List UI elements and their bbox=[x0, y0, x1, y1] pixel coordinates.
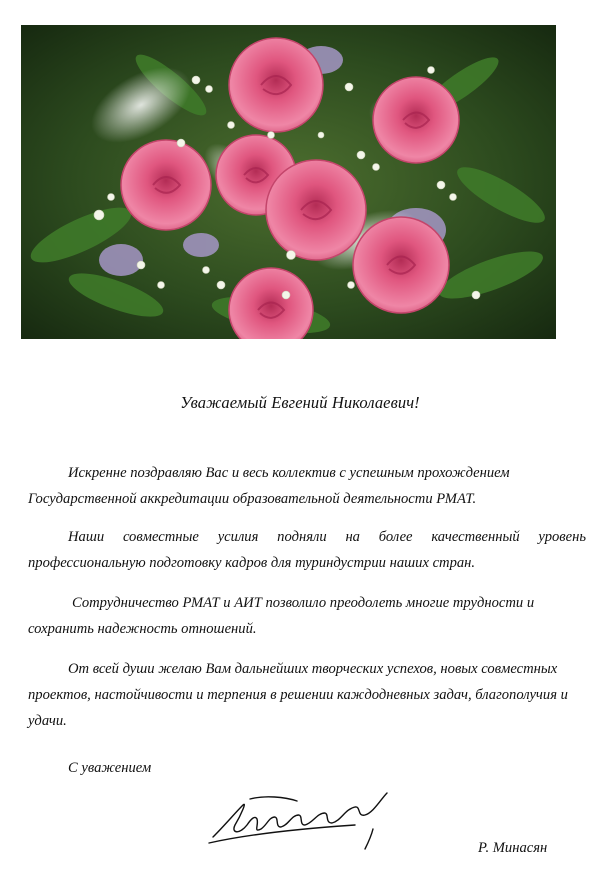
letter-body bbox=[28, 460, 586, 734]
paragraph-wishes: От всей души желаю Вам дальнейших творческих успехов, новых совместных проектов, настойчивости и терпения в решении каждодневных задач, благополучия и удачи. bbox=[28, 661, 568, 729]
letter-closing: С уважением bbox=[68, 760, 152, 776]
rose-bouquet-photo bbox=[21, 25, 556, 339]
handwritten-signature bbox=[205, 785, 400, 855]
signer-name: Р. Минасян bbox=[478, 840, 548, 856]
letter-greeting: Уважаемый Евгений Николаевич! bbox=[180, 393, 420, 412]
paragraph-joint-efforts: Наши совместные усилия подняли на более качественный уровень профессиональную подготовку кадров для туриндустрии наших стран. bbox=[28, 529, 586, 571]
paragraph-congratulations: Искренне поздравляю Вас и весь коллектив с успешным прохождением Государственной аккредитации образовательной деятельности РМАТ. bbox=[28, 465, 510, 507]
paragraph-cooperation: Сотрудничество РМАТ и АИТ позволило преодолеть многие трудности и сохранить надежность отношений. bbox=[28, 595, 535, 637]
